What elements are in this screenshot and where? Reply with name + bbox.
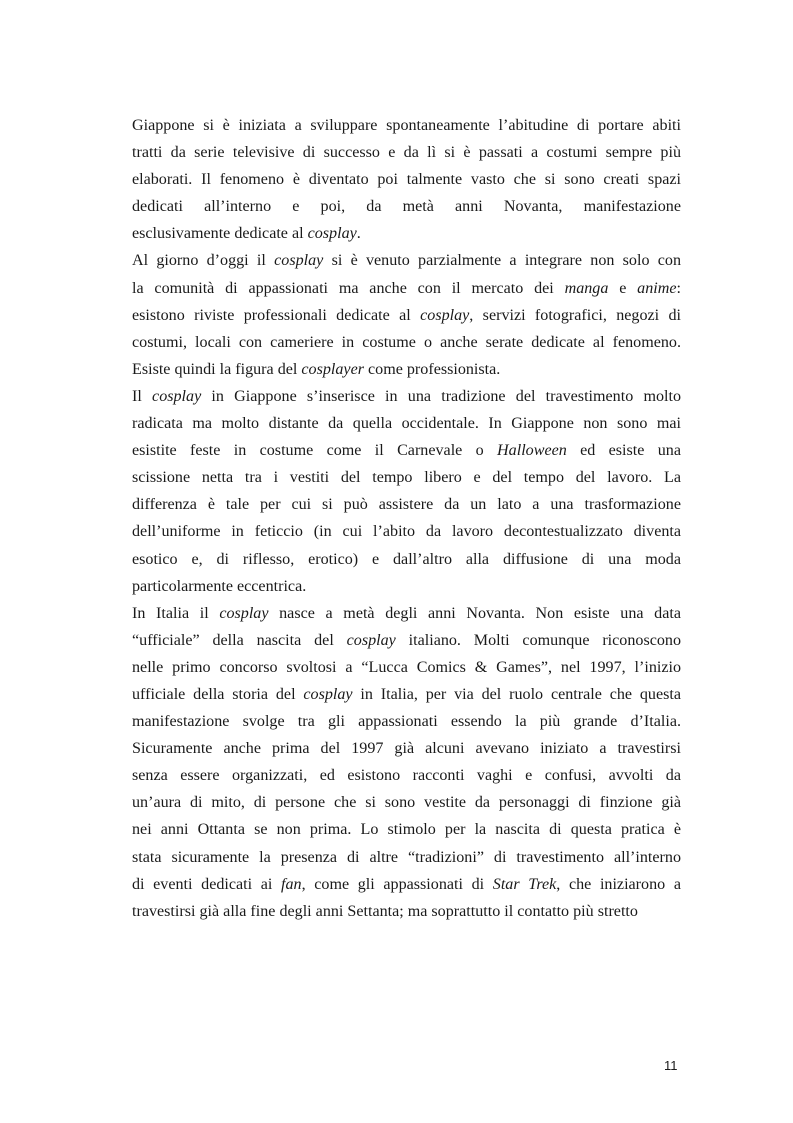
text-run: in Giappone s’inserisce in una tradizione del travestimento molto: [201, 387, 681, 405]
text-run: “ufficiale” della nascita del: [132, 631, 347, 649]
text-line: [132, 464, 681, 491]
text-run: esistono riviste professionali dedicate al: [132, 306, 421, 324]
paragraph: [132, 112, 681, 247]
text-run: nei anni Ottanta se non prima. Lo stimolo per la nascita di questa pratica è: [132, 821, 681, 839]
text-run: :: [676, 279, 681, 297]
text-run: la comunità di appassionati ma anche con il mercato dei: [132, 279, 565, 297]
italic-term: cosplay: [152, 387, 202, 405]
text-run: di eventi dedicati ai: [132, 875, 281, 893]
text-run: nasce a metà degli anni Novanta. Non esiste una data: [268, 604, 681, 622]
text-run: manifestazione svolge tra gli appassionati essendo la più grande d’Italia.: [132, 713, 681, 731]
text-line: [132, 898, 681, 925]
italic-term: cosplay: [274, 252, 324, 270]
text-line: [132, 247, 681, 274]
text-run: esistite feste in costume come il Carnevale o: [132, 442, 498, 460]
text-run: tratti da serie televisive di successo e da lì si è passati a costumi sempre più: [132, 144, 681, 162]
text-line: [132, 871, 681, 898]
text-line: [132, 546, 681, 573]
text-line: [132, 491, 681, 518]
text-run: dell’uniforme in feticcio (in cui l’abito da lavoro decontestualizzato diventa: [132, 523, 681, 541]
text-line: [132, 735, 681, 762]
text-line: [132, 844, 681, 871]
text-line: [132, 166, 681, 193]
text-run: esclusivamente dedicate al: [132, 225, 308, 243]
paragraph: [132, 247, 681, 382]
italic-term: cosplay: [303, 685, 353, 703]
text-line: [132, 302, 681, 329]
text-run: Il: [132, 387, 153, 405]
text-line: [132, 518, 681, 545]
text-run: differenza è tale per cui si può assistere da un lato a una trasformazione: [132, 496, 681, 514]
text-run: nelle primo concorso svoltosi a “Lucca Comics & Games”, nel 1997, l’inizio: [132, 658, 681, 676]
text-run: dedicati all’interno e poi, da metà anni Novanta, manifestazione: [132, 198, 681, 216]
text-run: un’aura di mito, di persone che si sono vestite da personaggi di finzione già: [132, 794, 681, 812]
text-run: e: [608, 279, 638, 297]
text-run: In Italia il: [132, 604, 220, 622]
text-line: [132, 139, 681, 166]
text-line: [132, 762, 681, 789]
text-run: stata sicuramente la presenza di altre “tradizioni” di travestimento all’interno: [132, 848, 681, 866]
text-run: scissione netta tra i vestiti del tempo libero e del tempo del lavoro. La: [132, 469, 681, 487]
text-run: particolarmente eccentrica.: [132, 577, 307, 595]
text-line: [132, 329, 681, 356]
text-run: come professionista.: [363, 360, 501, 378]
text-run: in Italia, per via del ruolo centrale che questa: [352, 685, 682, 703]
text-line: [132, 112, 681, 139]
text-line: [132, 789, 681, 816]
text-run: costumi, locali con cameriere in costume o anche serate dedicate al fenomeno.: [132, 333, 681, 351]
text-line: [132, 708, 681, 735]
text-line: [132, 600, 681, 627]
italic-term: cosplay: [219, 604, 269, 622]
text-line: [132, 573, 681, 600]
text-run: esotico e, di riflesso, erotico) e dall’altro alla diffusione di una moda: [132, 550, 681, 568]
italic-term: Halloween: [497, 442, 567, 460]
text-line: [132, 193, 681, 220]
text-line: [132, 437, 681, 464]
text-run: elaborati. Il fenomeno è diventato poi talmente vasto che si sono creati spazi: [132, 171, 681, 189]
text-run: ed esiste una: [566, 442, 681, 460]
text-run: radicata ma molto distante da quella occidentale. In Giappone non sono mai: [132, 415, 681, 433]
text-run: , come gli appassionati di: [301, 875, 493, 893]
text-run: ufficiale della storia del: [132, 685, 304, 703]
text-run: italiano. Molti comunque riconoscono: [395, 631, 681, 649]
body-text: [132, 112, 681, 925]
text-line: [132, 410, 681, 437]
text-line: [132, 383, 681, 410]
italic-term: cosplay: [346, 631, 396, 649]
paragraph: [132, 600, 681, 925]
text-line: [132, 816, 681, 843]
text-run: travestirsi già alla fine degli anni Settanta; ma soprattutto il contatto più stretto: [132, 902, 638, 920]
text-run: .: [356, 225, 361, 243]
text-line: [132, 220, 681, 247]
italic-term: fan: [281, 875, 302, 893]
text-line: [132, 681, 681, 708]
text-run: Giappone si è iniziata a sviluppare spontaneamente l’abitudine di portare abiti: [132, 117, 681, 134]
page-number: 11: [664, 1058, 678, 1073]
text-run: Esiste quindi la figura del: [132, 360, 302, 378]
text-run: , servizi fotografici, negozi di: [469, 306, 682, 324]
italic-term: Star Trek: [492, 875, 557, 893]
italic-term: cosplay: [307, 225, 357, 243]
text-line: [132, 356, 681, 383]
text-line: [132, 275, 681, 302]
italic-term: manga: [564, 279, 609, 297]
text-run: senza essere organizzati, ed esistono racconti vaghi e confusi, avvolti da: [132, 767, 681, 785]
paragraph: [132, 383, 681, 600]
text-run: Sicuramente anche prima del 1997 già alcuni avevano iniziato a travestirsi: [132, 740, 681, 758]
italic-term: anime: [637, 279, 677, 297]
text-run: , che iniziarono a: [556, 875, 681, 893]
italic-term: cosplayer: [301, 360, 364, 378]
italic-term: cosplay: [420, 306, 470, 324]
text-line: [132, 627, 681, 654]
text-run: si è venuto parzialmente a integrare non solo con: [323, 252, 682, 270]
text-line: [132, 654, 681, 681]
text-run: Al giorno d’oggi il: [132, 252, 275, 270]
